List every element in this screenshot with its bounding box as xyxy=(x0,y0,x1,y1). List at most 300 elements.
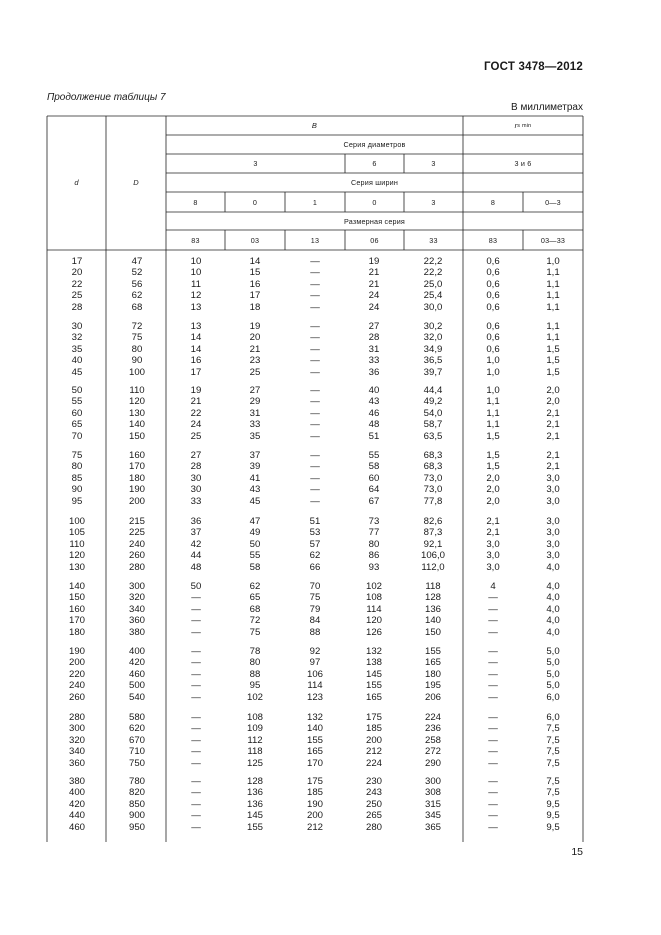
cell-B-03: 37 xyxy=(249,450,261,461)
table-row xyxy=(47,321,583,332)
cell-B-06: 200 xyxy=(365,734,382,746)
cell-B-83: — xyxy=(191,615,201,627)
rs-subscript: s min xyxy=(517,122,532,129)
cell-B-13: — xyxy=(310,484,320,496)
cell-B-03: 33 xyxy=(249,419,261,431)
cell-D: 215 xyxy=(128,516,145,527)
cell-rs-03-33: 5,0 xyxy=(546,657,560,669)
cell-rs-03-33: 7,5 xyxy=(546,787,560,799)
cell-D: 110 xyxy=(129,385,145,396)
width-series-cell: 3 xyxy=(431,197,436,207)
col-header-rs-min xyxy=(463,116,583,135)
cell-B-03: 20 xyxy=(249,332,261,344)
cell-B-03: 136 xyxy=(246,798,263,810)
cell-B-83: — xyxy=(191,821,201,833)
cell-B-33: 165 xyxy=(424,657,441,669)
cell-B-83: — xyxy=(191,646,201,657)
cell-rs-03-33: 4,0 xyxy=(546,592,560,604)
cell-B-83: 16 xyxy=(190,355,202,367)
cell-B-03: 18 xyxy=(249,301,261,313)
cell-B-03: 55 xyxy=(249,550,261,562)
cell-B-83: — xyxy=(191,626,201,638)
cell-B-33: 300 xyxy=(424,776,441,787)
cell-B-03: 45 xyxy=(249,495,261,507)
table-row xyxy=(47,776,583,787)
cell-rs-03-33: 3,0 xyxy=(546,527,560,539)
cell-B-06: 93 xyxy=(368,561,380,573)
cell-rs-03-33: 3,0 xyxy=(546,550,560,562)
cell-rs-03-33: 5,0 xyxy=(546,680,560,692)
cell-B-06: 31 xyxy=(368,343,380,355)
cell-B-33: 315 xyxy=(424,798,441,810)
cell-B-33: 195 xyxy=(424,680,441,692)
cell-rs-03-33: 1,5 xyxy=(546,343,560,355)
cell-B-03: 21 xyxy=(249,343,261,355)
cell-B-33: 30,2 xyxy=(423,321,443,332)
cell-B-13: 88 xyxy=(309,626,321,638)
cell-rs-83: 1,0 xyxy=(486,366,500,378)
cell-B-13: 51 xyxy=(309,516,321,527)
table-row xyxy=(47,461,583,472)
cell-D: 460 xyxy=(128,668,145,680)
cell-B-06: 120 xyxy=(365,615,382,627)
table-row xyxy=(47,735,583,746)
cell-rs-03-33: 3,0 xyxy=(546,484,560,496)
cell-B-03: 31 xyxy=(249,407,261,419)
cell-B-33: 22,2 xyxy=(423,267,443,279)
cell-B-03: 29 xyxy=(249,396,261,408)
dimension-series-cell: 06 xyxy=(370,235,379,245)
cell-D: 400 xyxy=(128,646,145,657)
cell-d: 17 xyxy=(71,256,83,267)
diameter-series-label: Серия диаметров xyxy=(343,140,406,149)
cell-B-83: 30 xyxy=(190,472,202,484)
cell-B-06: 145 xyxy=(365,668,382,680)
cell-B-13: 97 xyxy=(309,657,321,669)
cell-B-33: 68,3 xyxy=(423,461,443,473)
cell-D: 780 xyxy=(128,776,145,787)
document-code: ГОСТ 3478—2012 xyxy=(483,61,583,73)
width-series-cell: 8 xyxy=(193,197,198,207)
table-row xyxy=(47,723,583,734)
table-row xyxy=(47,484,583,495)
cell-B-06: 224 xyxy=(365,757,382,769)
cell-B-06: 51 xyxy=(368,430,380,442)
cell-B-33: 25,4 xyxy=(423,290,443,302)
cell-B-13: 84 xyxy=(309,615,321,627)
cell-D: 200 xyxy=(128,495,145,507)
cell-B-03: 58 xyxy=(249,561,261,573)
cell-rs-03-33: 1,0 xyxy=(546,256,560,267)
cell-rs-83: 2,0 xyxy=(486,472,500,484)
cell-rs-83: — xyxy=(488,723,498,735)
cell-rs-83: 1,0 xyxy=(486,355,500,367)
table-row xyxy=(47,396,583,407)
cell-rs-83: — xyxy=(488,592,498,604)
cell-d: 85 xyxy=(71,472,83,484)
cell-d: 100 xyxy=(68,516,85,527)
cell-B-83: 24 xyxy=(190,419,202,431)
cell-B-83: — xyxy=(191,680,201,692)
cell-B-33: 87,3 xyxy=(423,527,443,539)
cell-B-33: 58,7 xyxy=(423,419,443,431)
cell-B-06: 19 xyxy=(368,256,380,267)
cell-rs-03-33: 7,5 xyxy=(546,723,560,735)
table-row xyxy=(47,256,583,267)
cell-B-83: 37 xyxy=(190,527,202,539)
cell-d: 95 xyxy=(71,495,83,507)
cell-B-06: 108 xyxy=(365,592,382,604)
cell-B-03: 88 xyxy=(249,668,261,680)
cell-B-33: 308 xyxy=(424,787,441,799)
cell-B-13: 123 xyxy=(306,691,323,703)
width-series-cell: 0—3 xyxy=(545,197,561,207)
cell-d: 110 xyxy=(69,538,85,550)
cell-B-33: 22,2 xyxy=(423,256,443,267)
cell-D: 180 xyxy=(128,472,145,484)
cell-D: 80 xyxy=(131,343,143,355)
cell-B-13: 70 xyxy=(309,581,321,592)
cell-B-13: 114 xyxy=(307,680,323,692)
row-group xyxy=(47,712,583,769)
cell-B-03: 136 xyxy=(246,787,263,799)
cell-rs-83: 1,1 xyxy=(486,419,500,431)
cell-rs-83: 0,6 xyxy=(486,332,500,344)
cell-B-13: 175 xyxy=(306,776,323,787)
cell-B-83: — xyxy=(191,668,201,680)
cell-B-13: — xyxy=(310,450,320,461)
cell-B-06: 21 xyxy=(368,278,380,290)
cell-B-06: 138 xyxy=(365,657,382,669)
cell-d: 50 xyxy=(71,385,83,396)
cell-B-06: 60 xyxy=(368,472,380,484)
cell-B-33: 272 xyxy=(424,746,441,758)
cell-B-83: — xyxy=(191,723,201,735)
dimension-series-cell: 83 xyxy=(191,235,200,245)
cell-B-03: 27 xyxy=(249,385,261,396)
cell-B-06: 40 xyxy=(368,385,380,396)
cell-B-03: 155 xyxy=(246,821,263,833)
cell-d: 320 xyxy=(68,734,85,746)
cell-B-06: 114 xyxy=(366,603,382,615)
cell-B-06: 43 xyxy=(368,396,380,408)
cell-rs-83: — xyxy=(488,657,498,669)
cell-d: 40 xyxy=(71,355,83,367)
cell-B-83: 14 xyxy=(190,343,202,355)
cell-d: 200 xyxy=(68,657,85,669)
page-number: 15 xyxy=(571,846,583,858)
cell-D: 670 xyxy=(128,734,145,746)
diameter-series-cell: 3 xyxy=(431,159,436,168)
cell-B-33: 39,7 xyxy=(423,366,443,378)
cell-B-33: 180 xyxy=(424,668,441,680)
table-row xyxy=(47,810,583,821)
cell-B-06: 36 xyxy=(368,366,380,378)
table-row xyxy=(47,692,583,703)
table-row xyxy=(47,496,583,507)
cell-D: 850 xyxy=(128,798,145,810)
cell-D: 56 xyxy=(131,278,143,290)
cell-B-06: 46 xyxy=(368,407,380,419)
cell-B-83: 42 xyxy=(190,538,202,550)
width-series-cell: 0 xyxy=(372,197,377,207)
cell-D: 540 xyxy=(128,691,145,703)
cell-D: 90 xyxy=(131,355,143,367)
table-row xyxy=(47,787,583,798)
cell-D: 950 xyxy=(128,821,145,833)
cell-rs-83: 2,1 xyxy=(486,516,500,527)
cell-rs-03-33: 2,1 xyxy=(546,461,560,473)
cell-B-13: — xyxy=(310,461,320,473)
cell-B-06: 33 xyxy=(368,355,380,367)
cell-B-33: 345 xyxy=(424,810,441,822)
cell-B-03: 80 xyxy=(249,657,261,669)
table-row xyxy=(47,367,583,378)
cell-B-33: 118 xyxy=(425,581,441,592)
cell-rs-03-33: 7,5 xyxy=(546,757,560,769)
cell-B-03: 112 xyxy=(247,734,263,746)
cell-rs-03-33: 5,0 xyxy=(546,646,560,657)
cell-rs-03-33: 7,5 xyxy=(546,776,560,787)
dimension-series-cell: 03—33 xyxy=(540,235,566,245)
cell-B-83: — xyxy=(191,603,201,615)
cell-B-06: 77 xyxy=(368,527,380,539)
cell-B-03: 49 xyxy=(249,527,261,539)
cell-rs-03-33: 9,5 xyxy=(546,798,560,810)
dimension-series-cell: 03 xyxy=(250,235,260,245)
cell-B-83: 30 xyxy=(190,484,202,496)
cell-B-33: 30,0 xyxy=(423,301,443,313)
cell-rs-83: 2,1 xyxy=(486,527,500,539)
diameter-series-cell: 3 xyxy=(253,159,258,168)
cell-D: 170 xyxy=(128,461,145,473)
cell-d: 260 xyxy=(68,691,85,703)
cell-B-33: 82,6 xyxy=(423,516,443,527)
cell-rs-03-33: 1,1 xyxy=(546,321,560,332)
cell-D: 52 xyxy=(131,267,143,279)
cell-B-83: — xyxy=(191,734,201,746)
cell-B-33: 73,0 xyxy=(423,484,443,496)
cell-d: 22 xyxy=(71,278,83,290)
units-label: В миллиметрах xyxy=(511,102,583,113)
cell-rs-83: — xyxy=(488,757,498,769)
cell-rs-83: 2,0 xyxy=(486,495,500,507)
cell-D: 380 xyxy=(128,626,145,638)
width-series-cell: 0 xyxy=(252,197,258,207)
cell-D: 100 xyxy=(128,366,145,378)
cell-rs-83: — xyxy=(488,712,498,723)
cell-d: 300 xyxy=(68,723,85,735)
cell-B-06: 250 xyxy=(365,798,382,810)
cell-B-03: 65 xyxy=(249,592,261,604)
cell-B-06: 265 xyxy=(365,810,382,822)
width-series-cell: 8 xyxy=(490,197,496,207)
cell-B-03: 14 xyxy=(249,256,261,267)
cell-B-33: 54,0 xyxy=(423,407,443,419)
cell-B-33: 290 xyxy=(424,757,441,769)
cell-d: 420 xyxy=(68,798,85,810)
cell-B-03: 125 xyxy=(246,757,263,769)
cell-B-06: 67 xyxy=(368,495,380,507)
table-row xyxy=(47,746,583,757)
table-row xyxy=(47,290,583,301)
cell-rs-03-33: 4,0 xyxy=(546,603,560,615)
table-row xyxy=(47,279,583,290)
cell-D: 900 xyxy=(128,810,145,822)
cell-B-13: 170 xyxy=(306,757,323,769)
cell-B-33: 365 xyxy=(424,821,441,833)
cell-B-13: 106 xyxy=(306,668,323,680)
cell-rs-83: — xyxy=(488,776,498,787)
table-row xyxy=(47,604,583,615)
cell-rs-03-33: 9,5 xyxy=(546,810,560,822)
table-row xyxy=(47,758,583,769)
table-row xyxy=(47,615,583,626)
cell-B-06: 21 xyxy=(368,267,380,279)
dimension-series-label: Размерная серия xyxy=(343,216,406,226)
cell-B-03: 75 xyxy=(249,626,261,638)
cell-B-06: 80 xyxy=(368,538,380,550)
cell-rs-83: 3,0 xyxy=(486,550,500,562)
cell-B-83: — xyxy=(191,691,201,703)
cell-rs-83: — xyxy=(488,821,498,833)
table-row xyxy=(47,581,583,592)
rs-symbol: r xyxy=(514,121,518,130)
cell-B-33: 236 xyxy=(424,723,441,735)
cell-B-33: 44,4 xyxy=(423,385,443,396)
cell-D: 150 xyxy=(128,430,145,442)
cell-rs-03-33: 7,5 xyxy=(546,734,560,746)
cell-B-06: 243 xyxy=(365,787,382,799)
cell-d: 180 xyxy=(68,626,85,638)
cell-B-03: 68 xyxy=(249,603,261,615)
cell-B-83: 13 xyxy=(190,301,202,313)
cell-B-06: 86 xyxy=(368,550,380,562)
cell-B-83: 10 xyxy=(190,267,202,279)
cell-D: 420 xyxy=(128,657,145,669)
cell-B-83: 48 xyxy=(190,561,202,573)
table-row xyxy=(47,431,583,442)
cell-B-33: 206 xyxy=(424,691,441,703)
cell-d: 280 xyxy=(68,712,85,723)
cell-B-83: — xyxy=(191,657,201,669)
cell-B-06: 48 xyxy=(368,419,380,431)
cell-rs-83: 0,6 xyxy=(486,267,500,279)
cell-rs-83: — xyxy=(488,787,498,799)
cell-rs-83: 0,6 xyxy=(486,321,500,332)
table-row xyxy=(47,527,583,538)
cell-B-13: — xyxy=(310,385,320,396)
cell-rs-03-33: 2,0 xyxy=(546,385,560,396)
cell-rs-83: — xyxy=(488,798,498,810)
cell-rs-03-33: 2,0 xyxy=(546,396,560,408)
cell-rs-03-33: 2,1 xyxy=(546,419,560,431)
cell-rs-83: — xyxy=(488,746,498,758)
cell-B-06: 280 xyxy=(365,821,382,833)
cell-rs-83: — xyxy=(488,603,498,615)
cell-B-13: — xyxy=(310,396,320,408)
table-row xyxy=(47,592,583,603)
cell-B-06: 185 xyxy=(365,723,382,735)
cell-B-13: 57 xyxy=(309,538,321,550)
cell-rs-03-33: 1,1 xyxy=(546,301,560,313)
row-group xyxy=(47,516,583,573)
row-group xyxy=(47,776,583,833)
cell-B-13: 212 xyxy=(306,821,323,833)
cell-rs-03-33: 3,0 xyxy=(546,538,560,550)
diameter-series-cell: 3 и 6 xyxy=(514,159,532,168)
table-row xyxy=(47,516,583,527)
table-row xyxy=(47,344,583,355)
cell-rs-03-33: 6,0 xyxy=(546,712,560,723)
cell-B-03: 47 xyxy=(249,516,261,527)
cell-B-03: 17 xyxy=(249,290,261,302)
cell-B-06: 175 xyxy=(365,712,382,723)
cell-D: 130 xyxy=(128,407,145,419)
cell-B-83: 14 xyxy=(190,332,202,344)
cell-B-33: 77,8 xyxy=(423,495,443,507)
cell-rs-83: 1,1 xyxy=(486,407,500,419)
row-group xyxy=(47,321,583,378)
cell-B-13: — xyxy=(310,355,320,367)
cell-B-13: — xyxy=(310,301,320,313)
cell-rs-03-33: 3,0 xyxy=(546,495,560,507)
cell-rs-83: — xyxy=(488,680,498,692)
cell-rs-83: 0,6 xyxy=(486,343,500,355)
cell-rs-83: 1,0 xyxy=(486,385,500,396)
cell-d: 460 xyxy=(68,821,85,833)
cell-B-13: — xyxy=(310,256,320,267)
cell-B-03: 72 xyxy=(249,615,261,627)
cell-B-13: 75 xyxy=(309,592,321,604)
cell-B-83: — xyxy=(191,746,201,758)
table-row xyxy=(47,355,583,366)
cell-B-03: 62 xyxy=(249,581,261,592)
cell-d: 360 xyxy=(68,757,85,769)
cell-B-83: — xyxy=(191,757,201,769)
cell-B-83: 36 xyxy=(190,516,202,527)
table-row xyxy=(47,267,583,278)
cell-D: 320 xyxy=(128,592,145,604)
cell-B-33: 140 xyxy=(424,615,441,627)
cell-B-83: — xyxy=(191,810,201,822)
cell-rs-03-33: 2,1 xyxy=(546,430,560,442)
cell-D: 240 xyxy=(128,538,145,550)
cell-rs-83: 2,0 xyxy=(486,484,500,496)
cell-D: 120 xyxy=(128,396,145,408)
cell-D: 820 xyxy=(128,787,145,799)
cell-rs-83: — xyxy=(488,691,498,703)
table-row xyxy=(47,332,583,343)
row-group xyxy=(47,256,583,313)
cell-rs-03-33: 2,1 xyxy=(546,450,560,461)
cell-B-13: — xyxy=(310,430,320,442)
cell-D: 140 xyxy=(128,419,145,431)
cell-B-06: 165 xyxy=(365,691,382,703)
cell-rs-83: 1,5 xyxy=(486,450,500,461)
row-group xyxy=(47,450,583,507)
diameter-series-cell: 6 xyxy=(372,159,377,168)
cell-d: 340 xyxy=(68,746,85,758)
width-series-label: Серия ширин xyxy=(350,178,399,187)
cell-D: 500 xyxy=(128,680,145,692)
cell-B-83: — xyxy=(191,776,201,787)
width-series-cell: 1 xyxy=(312,197,318,207)
cell-B-83: 19 xyxy=(190,385,202,396)
cell-rs-03-33: 5,0 xyxy=(546,668,560,680)
cell-B-06: 24 xyxy=(368,290,380,302)
cell-rs-83: 0,6 xyxy=(486,256,500,267)
